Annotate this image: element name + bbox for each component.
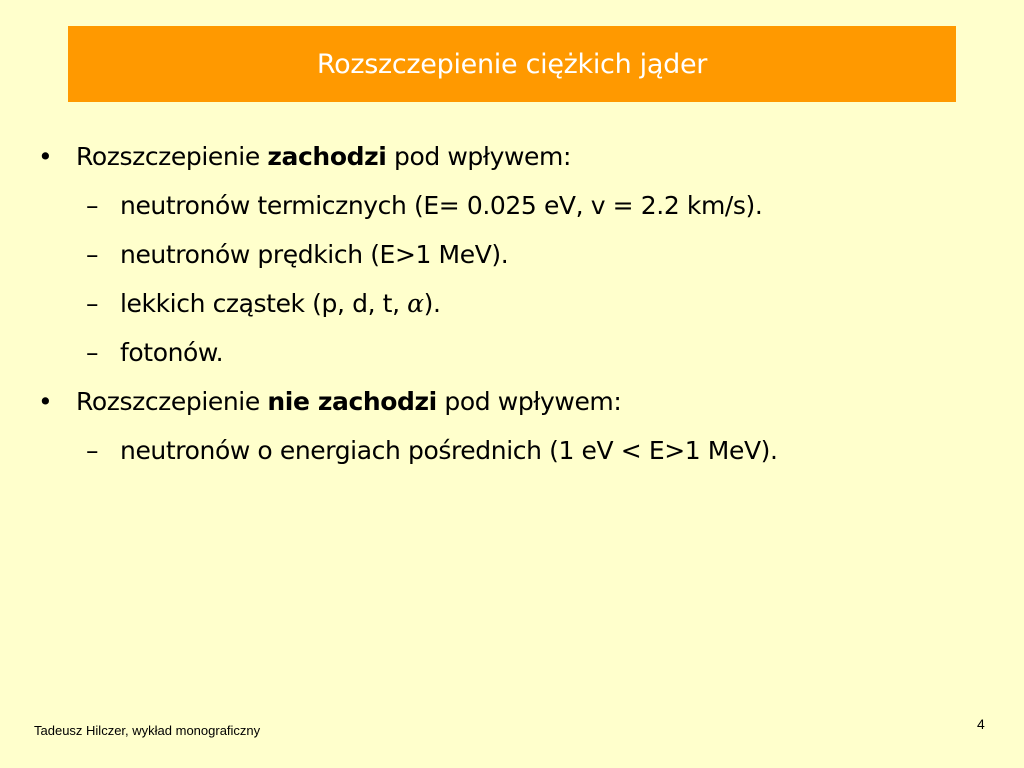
sub-item-fast-neutrons bbox=[34, 234, 994, 283]
slide-content bbox=[34, 136, 994, 479]
title-bar bbox=[68, 26, 956, 102]
alpha-symbol: α bbox=[407, 289, 424, 318]
bullet-item-1 bbox=[34, 136, 994, 185]
dash-icon: – bbox=[86, 191, 99, 220]
bullet-text-after: pod wpływem: bbox=[436, 387, 622, 416]
sub-item-text: neutronów termicznych (E= 0.025 eV, v = 2.2 km/s). bbox=[120, 191, 763, 220]
slide-title: Rozszczepienie ciężkich jąder bbox=[316, 48, 708, 80]
page-number: 4 bbox=[977, 716, 985, 732]
dash-icon: – bbox=[86, 436, 99, 465]
sub-item-text-before: lekkich cząstek (p, d, t, bbox=[120, 289, 408, 318]
bullet-text-before: Rozszczepienie bbox=[76, 387, 268, 416]
sub-item-photons bbox=[34, 332, 994, 381]
bullet-icon: • bbox=[38, 142, 53, 171]
bullet-text-after: pod wpływem: bbox=[386, 142, 571, 171]
sub-item-intermediate-neutrons bbox=[34, 430, 994, 479]
dash-icon: – bbox=[86, 240, 99, 269]
footer-author: Tadeusz Hilczer, wykład monograficzny bbox=[34, 723, 261, 738]
sub-item-text: neutronów o energiach pośrednich (1 eV < E>1 MeV). bbox=[120, 436, 778, 465]
bullet-text-bold: nie zachodzi bbox=[267, 387, 437, 416]
dash-icon: – bbox=[86, 289, 99, 318]
sub-item-text-after: ). bbox=[423, 289, 441, 318]
sub-item-light-particles bbox=[34, 283, 994, 332]
bullet-text-before: Rozszczepienie bbox=[76, 142, 268, 171]
bullet-text-bold: zachodzi bbox=[267, 142, 387, 171]
sub-item-text: neutronów prędkich (E>1 MeV). bbox=[120, 240, 509, 269]
sub-item-text: fotonów. bbox=[120, 338, 224, 367]
sub-item-thermal-neutrons bbox=[34, 185, 994, 234]
bullet-icon: • bbox=[38, 387, 53, 416]
dash-icon: – bbox=[86, 338, 99, 367]
bullet-item-2 bbox=[34, 381, 994, 430]
